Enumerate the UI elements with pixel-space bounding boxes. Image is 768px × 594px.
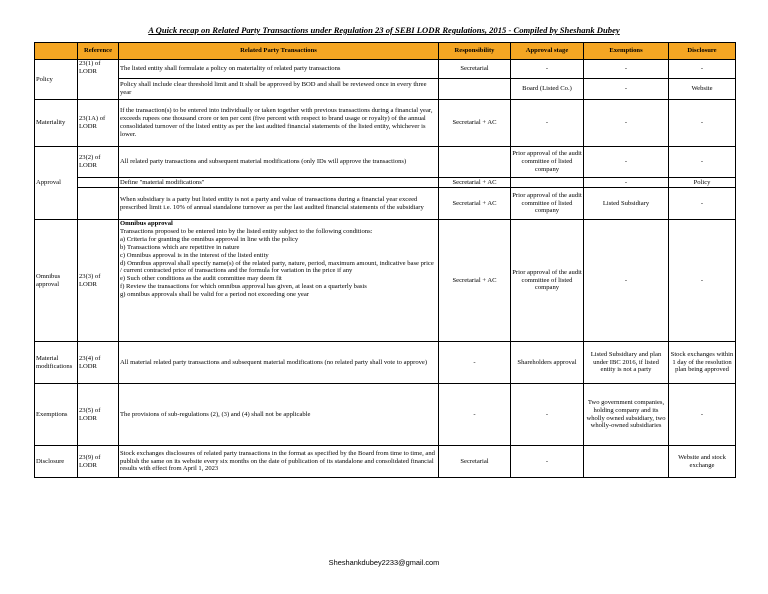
exemptions-cell: Listed Subsidiary and plan under IBC 2016, if listed entity is not a party — [584, 342, 669, 384]
table-row — [35, 147, 736, 178]
responsibility-cell: Secretarial — [439, 60, 511, 79]
omnibus-condition: g) omnibus approvals shall be valid for a period not exceeding one year — [120, 291, 309, 299]
exemptions-cell: - — [584, 178, 669, 188]
omnibus-condition: c) Omnibus approval is in the interest of the listed entity — [120, 251, 269, 259]
approval-cell: - — [511, 384, 584, 446]
exemptions-cell — [584, 446, 669, 478]
rpt-cell: When subsidiary is a party but listed entity is not a party and value of transactions during a financial year exceed prescribed limit i.e. 10% of annual standalone turnover as per the last audited financial statements of the subsidiary — [119, 188, 439, 220]
omnibus-condition: d) Omnibus approval shall specify name(s) of the related party, nature, period, maximum amount, indicative base price / current contracted price of transactions and the formula for variation in the price if any — [120, 259, 434, 275]
approval-cell: Prior approval of the audit committee of listed company — [511, 188, 584, 220]
exemptions-cell: - — [584, 79, 669, 100]
responsibility-cell — [439, 79, 511, 100]
table-row — [35, 188, 736, 220]
responsibility-cell: Secretarial + AC — [439, 100, 511, 147]
header-rpt: Related Party Transactions — [119, 43, 439, 60]
omnibus-heading: Omnibus approval — [120, 220, 173, 227]
topic-cell: Policy — [35, 60, 78, 100]
omnibus-condition: e) Such other conditions as the audit committee may deem fit — [120, 275, 282, 283]
disclosure-cell: Stock exchanges within 1 day of the resolution plan being approved — [669, 342, 736, 384]
disclosure-cell: - — [669, 188, 736, 220]
rpt-cell: Policy shall include clear threshold limit and It shall be approved by BOD and shall be reviewed once in every three year — [119, 79, 439, 100]
exemptions-cell: Two government companies, holding company and its wholly owned subsidiary, two wholly-owned subsidiaries — [584, 384, 669, 446]
disclosure-cell: - — [669, 147, 736, 178]
responsibility-cell: Secretarial — [439, 446, 511, 478]
ref-cell — [78, 178, 119, 188]
rpt-cell: The listed entity shall formulate a policy on materiality of related party transactions — [119, 60, 439, 79]
responsibility-cell: Secretarial + AC — [439, 188, 511, 220]
table-row — [35, 178, 736, 188]
exemptions-cell: - — [584, 147, 669, 178]
topic-cell: Approval — [35, 147, 78, 220]
rpt-cell: If the transaction(s) to be entered into individually or taken together with previous transactions during a financial year, exceeds rupees one thousand crore or ten per cent (five percent with respect to brand usage or royalty) of the annual consolidated turnover of the listed entity as per the last audited financial statements of the listed entity, whichever is lower. — [119, 100, 439, 147]
responsibility-cell: Secretarial + AC — [439, 220, 511, 342]
ref-cell: 23(4) of LODR — [78, 342, 119, 384]
rpt-cell: All related party transactions and subsequent material modifications (only IDs will approve the transactions) — [119, 147, 439, 178]
page-title: A Quick recap on Related Party Transactions under Regulation 23 of SEBI LODR Regulations, 2015 - Compiled by Sheshank Dubey — [148, 25, 620, 35]
ref-cell: 23(5) of LODR — [78, 384, 119, 446]
disclosure-cell: Policy — [669, 178, 736, 188]
table-row — [35, 446, 736, 478]
omnibus-intro: Transactions proposed to be entered into by the listed entity subject to the following conditions: — [120, 227, 373, 235]
exemptions-cell: - — [584, 220, 669, 342]
approval-cell: - — [511, 446, 584, 478]
header-row — [35, 43, 736, 60]
approval-cell: Prior approval of the audit committee of listed company — [511, 147, 584, 178]
table-row — [35, 79, 736, 100]
table-row — [35, 60, 736, 79]
table-row — [35, 342, 736, 384]
author-email: Sheshankdubey2233@gmail.com — [328, 558, 440, 567]
disclosure-cell: - — [669, 100, 736, 147]
responsibility-cell: - — [439, 342, 511, 384]
disclosure-cell: - — [669, 220, 736, 342]
disclosure-cell: Website and stock exchange — [669, 446, 736, 478]
approval-cell: - — [511, 60, 584, 79]
table-row — [35, 220, 736, 342]
header-topic — [35, 43, 78, 60]
rpt-cell — [119, 220, 439, 342]
ref-cell — [78, 188, 119, 220]
omnibus-condition: a) Criteria for granting the omnibus approval in line with the policy — [120, 235, 299, 243]
topic-cell: Exemptions — [35, 384, 78, 446]
omnibus-condition: f) Review the transactions for which omnibus approval has given, at least on a quarterly basis — [120, 283, 367, 291]
approval-cell: Board (Listed Co.) — [511, 79, 584, 100]
header-disclosure: Disclosure — [669, 43, 736, 60]
ref-cell: 23(9) of LODR — [78, 446, 119, 478]
ref-cell: 23(2) of LODR — [78, 147, 119, 178]
rpt-cell: All material related party transactions and subsequent material modifications (no related party shall vote to approve) — [119, 342, 439, 384]
approval-cell: Shareholders approval — [511, 342, 584, 384]
topic-cell: Materiality — [35, 100, 78, 147]
ref-cell: 23(3) of LODR — [78, 220, 119, 342]
ref-cell: 23(1A) of LODR — [78, 100, 119, 147]
topic-cell: Omnibus approval — [35, 220, 78, 342]
header-approval-stage: Approval stage — [511, 43, 584, 60]
rpt-cell: The provisions of sub-regulations (2), (3) and (4) shall not be applicable — [119, 384, 439, 446]
disclosure-cell: Website — [669, 79, 736, 100]
rpt-table — [34, 42, 736, 478]
rpt-cell: Define "material modifications" — [119, 178, 439, 188]
table-row — [35, 100, 736, 147]
omnibus-condition: b) Transactions which are repetitive in nature — [120, 243, 240, 251]
exemptions-cell: Listed Subsidiary — [584, 188, 669, 220]
header-exemptions: Exemptions — [584, 43, 669, 60]
responsibility-cell: Secretarial + AC — [439, 178, 511, 188]
approval-cell — [511, 178, 584, 188]
disclosure-cell: - — [669, 384, 736, 446]
approval-cell: Prior approval of the audit committee of listed company — [511, 220, 584, 342]
disclosure-cell: - — [669, 60, 736, 79]
header-responsibility: Responsibility — [439, 43, 511, 60]
table-row — [35, 384, 736, 446]
exemptions-cell: - — [584, 100, 669, 147]
rpt-cell: Stock exchanges disclosures of related party transactions in the format as specified by the Board from time to time, and publish the same on its website every six months on the date of publication of its standalone and consolidated financial results with effect from April 1, 2023 — [119, 446, 439, 478]
topic-cell: Material modifications — [35, 342, 78, 384]
topic-cell: Disclosure — [35, 446, 78, 478]
approval-cell: - — [511, 100, 584, 147]
header-reference: Reference — [78, 43, 119, 60]
responsibility-cell: - — [439, 384, 511, 446]
ref-cell: 23(1) of LODR — [78, 60, 119, 100]
responsibility-cell — [439, 147, 511, 178]
exemptions-cell: - — [584, 60, 669, 79]
